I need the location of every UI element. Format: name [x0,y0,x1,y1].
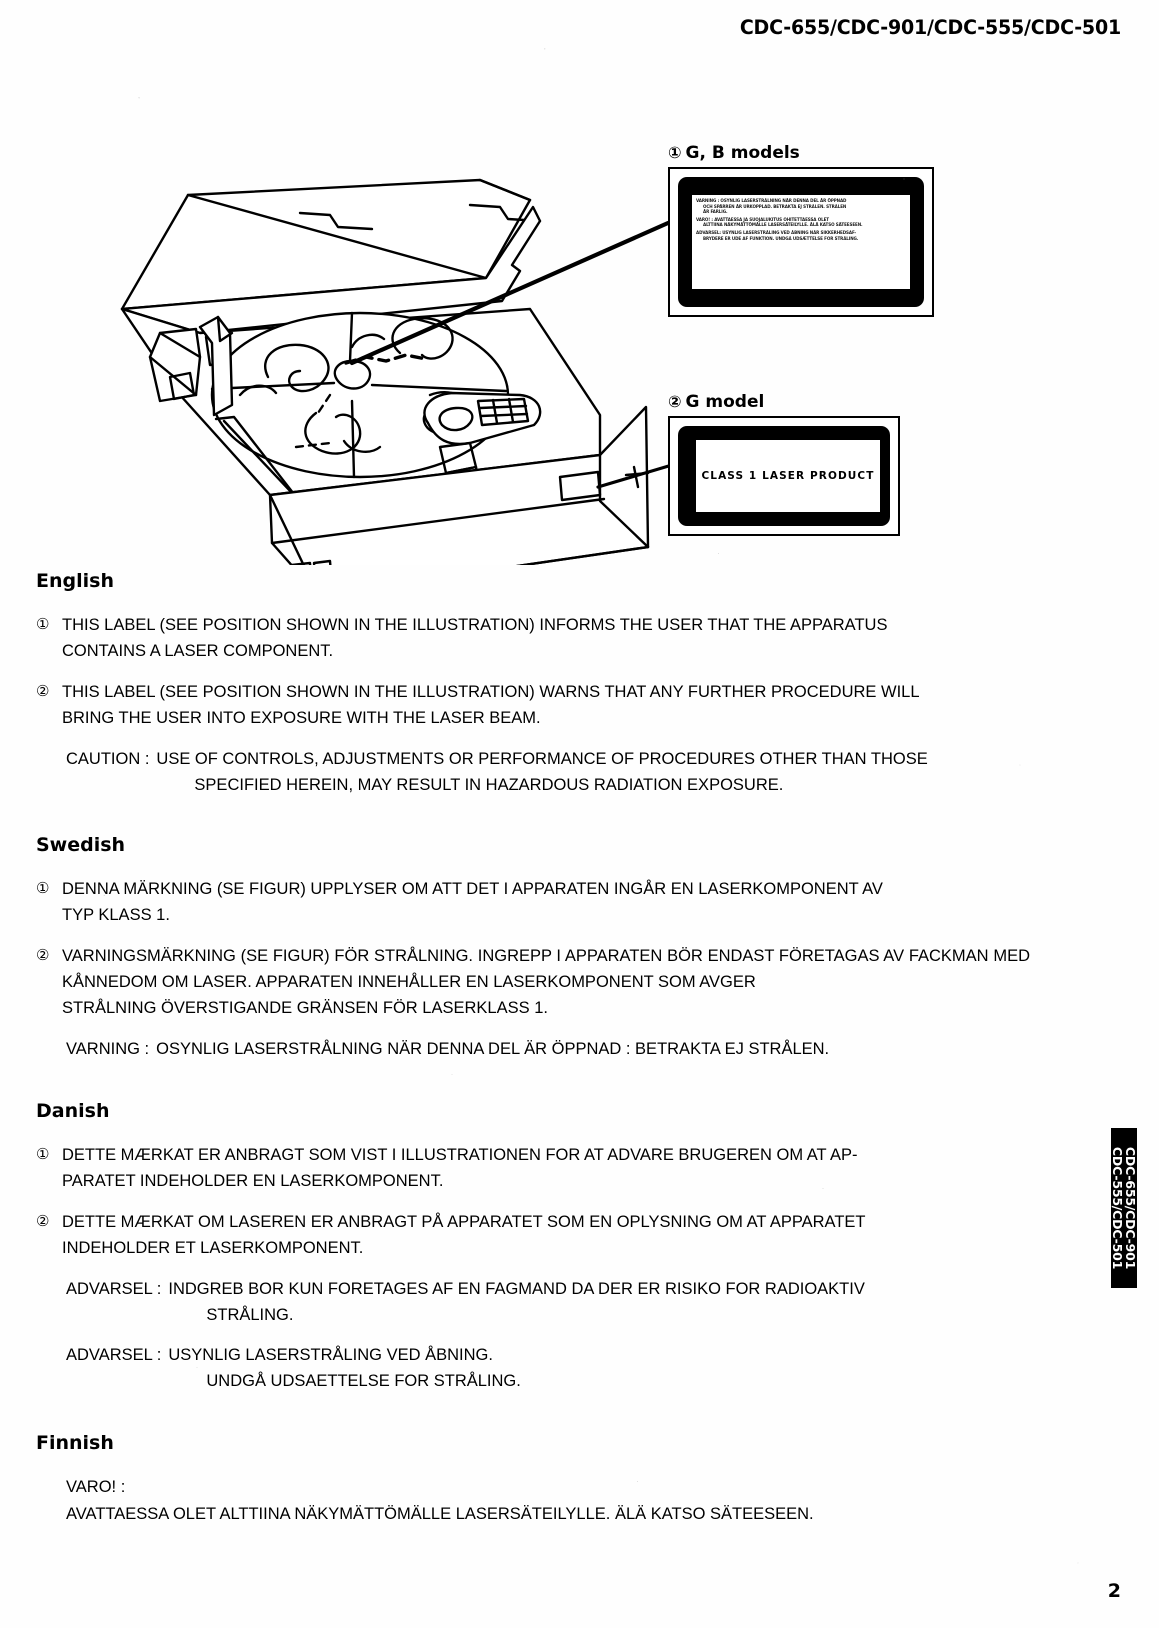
english-item-1-body [62,612,1030,664]
swedish-item-1-marker: ① [36,880,50,897]
callout-1-label: G, B models [685,143,800,163]
callout-1-number: ① [668,143,682,162]
swedish-item-2-body [62,943,1030,1021]
label-1-line-5: ALTTIINA NÄKYMÄTTÖMÄLLE LASERSÄTEILYLLE. ÄLÄ KATSO SÄTEESEEN. [703,222,863,228]
swedish-varning-line-1: OSYNLIG LASERSTRÅLNING NÄR DENNA DEL ÄR ÖPPNAD : BETRAKTA EJ STRÅLEN. [156,1040,830,1058]
heading-danish: Danish [36,1100,110,1122]
english-item-1-line-2: CONTAINS A LASER COMPONENT. [62,642,334,660]
label-2-text-area [696,440,880,512]
document-body [36,570,1030,1528]
class-1-laser-product-label [668,416,900,536]
heading-swedish: Swedish [36,834,126,856]
swedish-item-2 [36,943,1030,1021]
swedish-item-2-line-2: FACKMAN MED KÅNNEDOM OM LASER. APPARATEN INNEHÅLLER EN LASERKOMPONENT SOM AVGER [62,947,1030,991]
swedish-varning-block [66,1036,1030,1062]
callout-1-title [668,143,800,163]
class-1-laser-product-text: CLASS 1 LASER PRODUCT [701,470,875,482]
heading-finnish: Finnish [36,1432,114,1454]
cd-changer-illustration [0,95,1159,565]
side-index-tab-text [1111,1147,1137,1269]
side-tab-line-1: CDC-655/CDC-901 [1123,1146,1138,1270]
english-item-2 [36,679,1030,731]
english-item-1-marker: ① [36,616,50,633]
danish-advarsel-block-2 [66,1342,1030,1394]
english-item-2-body [62,679,1030,731]
page-header-model-line: CDC-655/CDC-901/CDC-555/CDC-501 [739,16,1121,40]
cd-changer-line-drawing [0,95,1159,565]
label-1-line-3: ÄR FARLIG. [703,209,728,215]
english-caution-body [156,746,1030,798]
label-1-line-6: ADVARSEL: USYNLIG LASERSTRÅLING VED ÅBNING NÅR SIKKERHEDSAF- [696,229,857,235]
side-index-tab [1111,1128,1137,1288]
danish-item-2-body [62,1209,1030,1261]
english-caution-key: CAUTION : [66,750,150,768]
swedish-varning-body [156,1036,1030,1062]
callout-2-label: G model [685,392,765,412]
page-number: 2 [1107,1580,1121,1602]
swedish-item-1-body [62,876,1030,928]
swedish-varning-key: VARNING : [66,1040,150,1058]
danish-item-2-line-2: INDEHOLDER ET LASERKOMPONENT. [62,1239,364,1257]
callout-2-number: ② [668,392,682,411]
danish-advarsel-1-line-1: INDGREB BOR KUN FORETAGES AF EN FAGMAND DA DER ER RISIKO FOR RADIOAKTIV [168,1280,865,1298]
side-tab-line-2: CDC-555/CDC-501 [1110,1146,1125,1270]
english-item-2-line-1: THIS LABEL (SEE POSITION SHOWN IN THE ILLUSTRATION) WARNS THAT ANY FURTHER PROCEDURE WILL [62,683,920,701]
label-1-line-4: VARO! : AVATTAESSA JA SUOJALUKITUS OHITETTAESSA OLET [696,216,829,222]
finnish-varo-label: VARO! : [66,1478,126,1496]
danish-advarsel-1-body [168,1276,1030,1328]
danish-advarsel-2-key: ADVARSEL : [66,1346,162,1364]
laser-warning-label-1 [668,167,934,317]
english-item-2-marker: ② [36,683,50,700]
danish-advarsel-1-key: ADVARSEL : [66,1280,162,1298]
danish-item-1-line-1: DETTE MÆRKAT ER ANBRAGT SOM VIST I ILLUSTRATIONEN FOR AT ADVARE BRUGEREN OM AT AP- [62,1146,858,1164]
swedish-item-1-line-1: DENNA MÄRKNING (SE FIGUR) UPPLYSER OM ATT DET I APPARATEN INGÅR EN LASERKOMPONENT AV [62,880,883,898]
english-caution-block [66,746,1030,798]
english-caution-line-1: USE OF CONTROLS, ADJUSTMENTS OR PERFORMANCE OF PROCEDURES OTHER THAN THOSE [156,750,928,768]
label-1-line-7: BRYDERE ER UDE AF FUNKTION. UNDGÅ UDSÆTTELSE FOR STRÅLING. [703,235,859,241]
danish-item-2 [36,1209,1030,1261]
english-item-1 [36,612,1030,664]
finnish-warning-text: AVATTAESSA OLET ALTTIINA NÄKYMÄTTÖMÄLLE LASERSÄTEILYLLE. ÄLÄ KATSO SÄTEESEEN. [66,1505,814,1523]
section-finnish [36,1432,1030,1528]
section-danish [36,1100,1030,1394]
danish-item-2-line-1: DETTE MÆRKAT OM LASEREN ER ANBRAGT PÅ APPARATET SOM EN OPLYSNING OM AT APPARATET [62,1213,866,1231]
english-item-1-line-1: THIS LABEL (SEE POSITION SHOWN IN THE ILLUSTRATION) INFORMS THE USER THAT THE APPARATUS [62,616,888,634]
danish-item-1 [36,1142,1030,1194]
english-caution-line-2: SPECIFIED HEREIN, MAY RESULT IN HAZARDOUS RADIATION EXPOSURE. [194,776,784,794]
swedish-item-1-line-2: TYP KLASS 1. [62,906,170,924]
section-english [36,570,1030,798]
section-swedish [36,834,1030,1062]
danish-item-1-body [62,1142,1030,1194]
english-item-2-line-2: BRING THE USER INTO EXPOSURE WITH THE LASER BEAM. [62,709,541,727]
swedish-item-2-line-3: STRÅLNING ÖVERSTIGANDE GRÄNSEN FÖR LASERKLASS 1. [62,999,548,1017]
danish-advarsel-block-1 [66,1276,1030,1328]
label-1-text-area [692,195,910,289]
callout-2-title [668,392,764,412]
danish-advarsel-2-body [168,1342,1030,1394]
danish-item-2-marker: ② [36,1213,50,1230]
danish-advarsel-1-line-2: STRÅLING. [206,1306,294,1324]
danish-advarsel-2-line-1: USYNLIG LASERSTRÅLING VED ÅBNING. [168,1346,493,1364]
heading-english: English [36,570,114,592]
label-1-line-1: VARNING : OSYNLIG LASERSTRÅLNING NÄR DENNA DEL ÄR ÖPPNAD [696,198,847,203]
danish-item-1-marker: ① [36,1146,50,1163]
danish-advarsel-2-line-2: UNDGÅ UDSAETTELSE FOR STRÅLING. [206,1372,521,1390]
swedish-item-2-line-1: VARNINGSMÄRKNING (SE FIGUR) FÖR STRÅLNING. INGREPP I APPARATEN BÖR ENDAST FÖRETAGAS AV [62,947,905,965]
swedish-item-2-marker: ② [36,947,50,964]
label-1-line-2: OCH SPÄRREN ÄR URKOPPLAD. BETRAKTA EJ STRÅLEN. STRÅLEN [703,203,847,209]
danish-item-1-line-2: PARATET INDEHOLDER EN LASERKOMPONENT. [62,1172,444,1190]
swedish-item-1 [36,876,1030,928]
